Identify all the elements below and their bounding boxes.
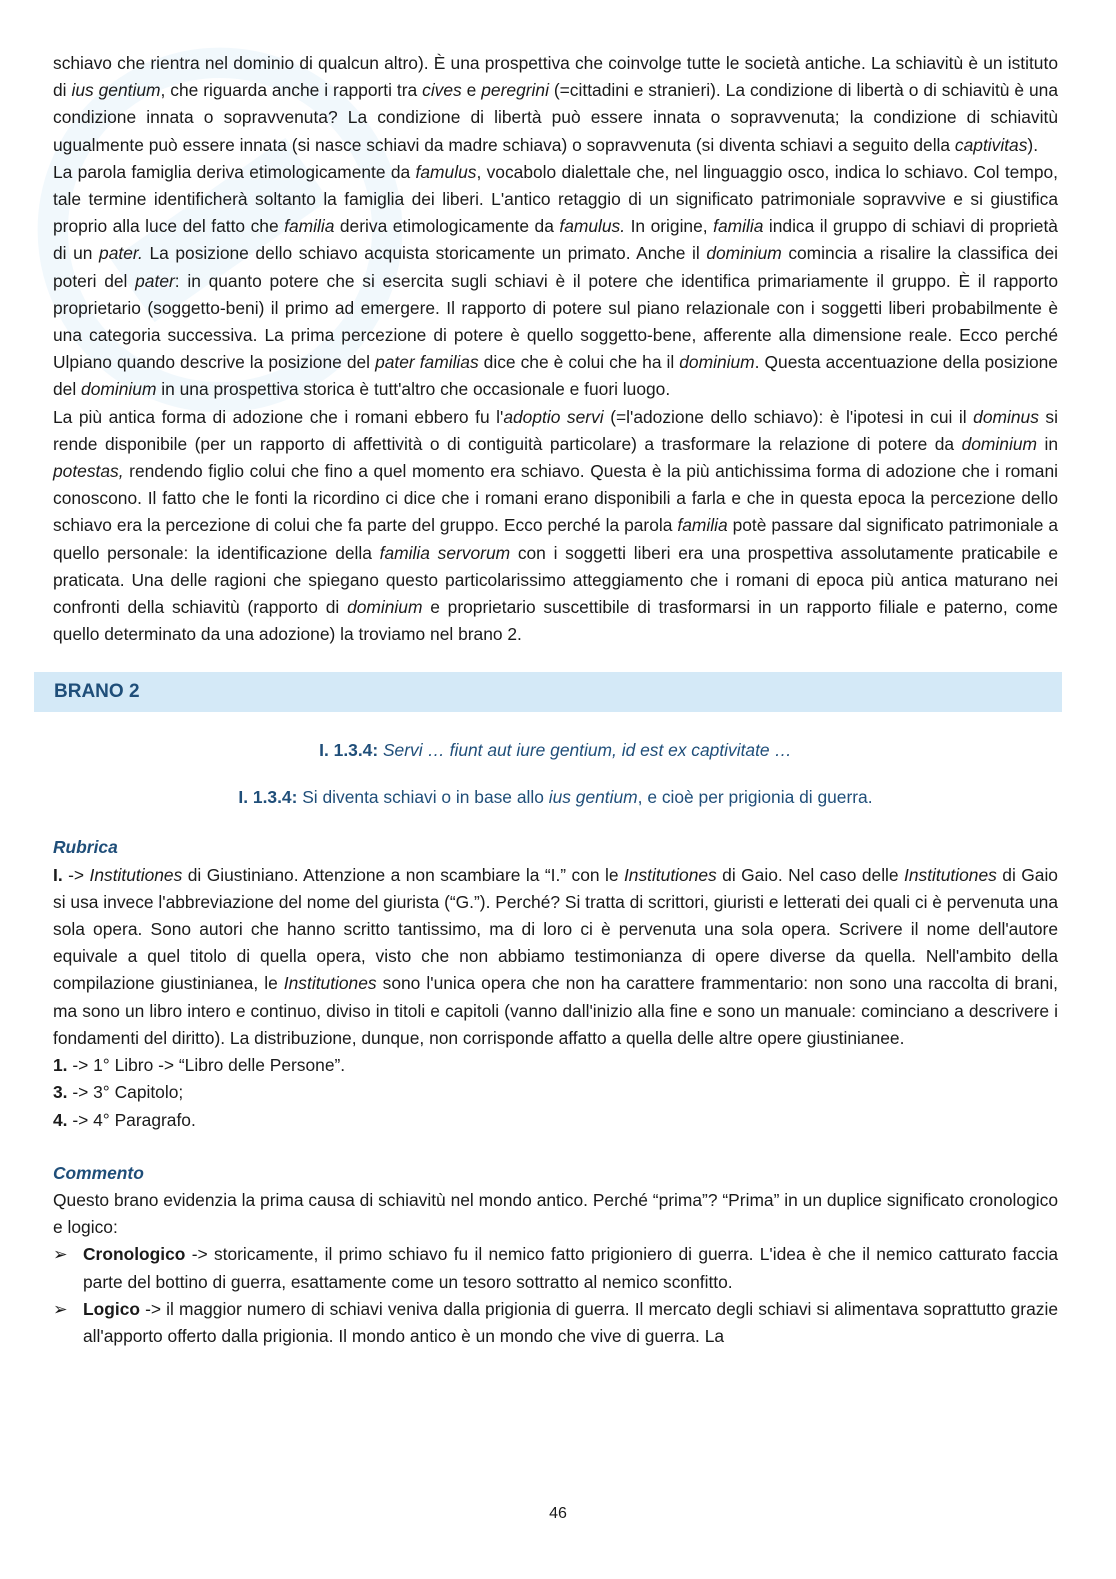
commento-heading: Commento (53, 1162, 144, 1183)
section-banner (34, 672, 1062, 712)
commento-intro: Questo brano evidenzia la prima causa di schiavitù nel mondo antico. Perché “prima”? “Prima” in un duplice significato cronologico e logico: (53, 1189, 1058, 1238)
rubrica-line: 4. -> 4° Paragrafo. (53, 1109, 196, 1130)
section-title: BRANO 2 (54, 681, 140, 703)
document-page (53, 50, 1058, 1350)
latin-quote: I. 1.3.4: Servi … fiunt aut iure gentium, id est ex captivitate … (319, 740, 792, 761)
list-item: ➢ Logico -> il maggior numero di schiavi veniva dalla prigionia di guerra. Il mercato degli schiavi si alimentava soprattutto grazie all'apporto offerto dalla prigionia. Il mondo antico è un mondo che vive di guerra. La (53, 1296, 1058, 1350)
paragraph-2: La parola famiglia deriva etimologicamente da famulus, vocabolo dialettale che, nel linguaggio osco, indica lo schiavo. Col tempo, tale termine identificherà soltanto la famiglia dei liberi. L'antico retaggio di un significato patrimoniale sopravvive e si giustifica proprio alla luce del fatto che familia deriva etimologicamente da famulus. In origine, familia indica il gruppo di schiavi di proprietà di un pater. La posizione dello schiavo acquista storicamente un primato. Anche il dominium comincia a risalire la classifica dei poteri del pater: in quanto potere che si esercita sugli schiavi è il potere che identifica primariamente il gruppo. È il rapporto proprietario (soggetto-beni) il primo ad emergere. Il rapporto di potere sul piano relazionale con i soggetti liberi probabilmente è una categoria successiva. La prima percezione di potere è quello soggetto-bene, afferente alla dimensione reale. Ecco perché Ulpiano quando descrive la posizione del pater familias dice che è colui che ha il dominium. Questa accentuazione della posizione del dominium in una prospettiva storica è tutt'altro che occasionale e fuori luogo. (53, 161, 1058, 400)
list-item: ➢ Cronologico -> storicamente, il primo schiavo fu il nemico fatto prigioniero di guerra. L'idea è che il nemico catturato faccia parte del bottino di guerra, esattamente come un tesoro sottratto al nemico sconfitto. (53, 1241, 1058, 1295)
rubrica-heading: Rubrica (53, 837, 118, 858)
rubrica-paragraph: I. -> Institutiones di Giustiniano. Attenzione a non scambiare la “I.” con le Institutiones di Gaio. Nel caso delle Institutiones di Gaio si usa invece l'abbreviazione del nome del giurista (“G.”). Perché? Si tratta di scrittori, giuristi e letterati dei quali ci è pervenuta una sola opera. Sono autori che hanno scritto tantissimo, ma di loro ci è pervenuta una sola opera. Scrivere il nome dell'autore equivale a quel titolo di quella opera, visto che non abbiamo testimonianza di opere diverse da quella. Nell'ambito della compilazione giustinianea, le Institutiones sono l'unica opera che non ha carattere frammentario: non sono una raccolta di brani, ma sono un libro intero e continuo, diviso in titoli e capitoli (vanno dall'inizio alla fine e sono un manuale: cominciano a descrivere i fondamenti del diritto). La distribuzione, dunque, non corrisponde affatto a quella delle altre opere giustinianee. (53, 864, 1058, 1048)
rubrica-line: 1. -> 1° Libro -> “Libro delle Persone”. (53, 1055, 346, 1076)
arrow-bullet-icon: ➢ (53, 1298, 68, 1319)
paragraph-1: schiavo che rientra nel dominio di qualcun altro). È una prospettiva che coinvolge tutte le società antiche. La schiavitù è un istituto di ius gentium, che riguarda anche i rapporti tra cives e peregrini (=cittadini e stranieri). La condizione di libertà o di schiavitù è una condizione innata o sopravvenuta? La condizione di libertà può essere innata o sopravvenuta; la condizione di schiavitù ugualmente può essere innata (si nasce schiavi da madre schiava) o sopravvenuta (si diventa schiavi a seguito della captivitas). (53, 53, 1058, 155)
page-number: 46 (549, 1505, 567, 1522)
arrow-bullet-icon: ➢ (53, 1244, 68, 1265)
italian-translation: I. 1.3.4: Si diventa schiavi o in base allo ius gentium, e cioè per prigionia di guerra. (238, 787, 873, 808)
rubrica-line: 3. -> 3° Capitolo; (53, 1082, 184, 1103)
paragraph-3: La più antica forma di adozione che i romani ebbero fu l'adoptio servi (=l'adozione dello schiavo): è l'ipotesi in cui il dominus si rende disponibile (per un rapporto di affettività o di contiguità particolare) a trasformare la relazione di potere da dominium in potestas, rendendo figlio colui che fino a quel momento era schiavo. Questa è la più antichissima forma di adozione che i romani conoscono. Il fatto che le fonti la ricordino ci dice che i romani erano disponibili a farla e che in questa epoca la percezione dello schiavo era la percezione di colui che fa parte del gruppo. Ecco perché la parola familia potè passare dal significato patrimoniale a quello personale: la identificazione della familia servorum con i soggetti liberi era una prospettiva assolutamente praticabile e praticata. Una delle ragioni che spiegano questo particolarissimo atteggiamento che i romani di epoca più antica maturano nei confronti della schiavitù (rapporto di dominium e proprietario suscettibile di trasformarsi in un rapporto filiale e paterno, come quello determinato da una adozione) la troviamo nel brano 2. (53, 406, 1058, 645)
